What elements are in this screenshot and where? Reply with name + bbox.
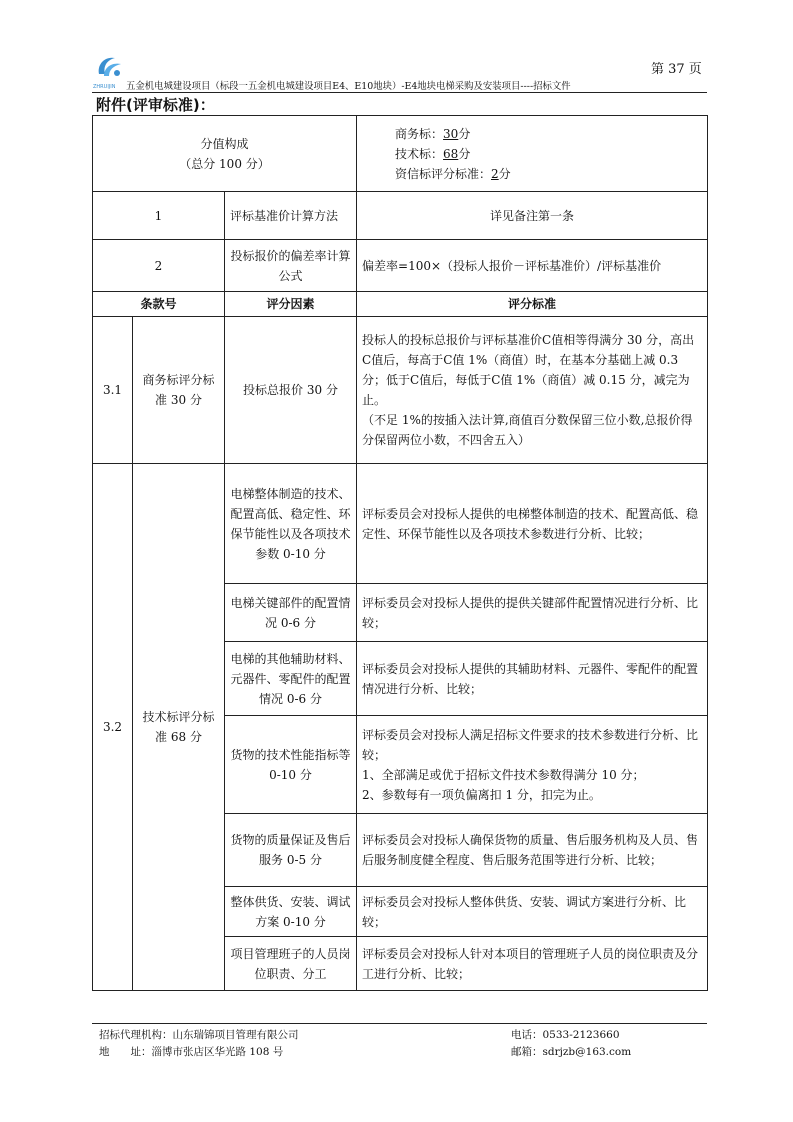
column-header-clause: 条款号 <box>93 292 225 317</box>
section-32-row <box>93 464 708 584</box>
evaluation-criteria-table <box>92 115 708 991</box>
preamble-content: 详见备注第一条 <box>357 192 708 240</box>
preamble-no: 2 <box>93 240 225 292</box>
score-factor: 货物的质量保证及售后服务 0-5 分 <box>225 814 357 887</box>
preamble-content: 偏差率=100×（投标人报价－评标基准价）/评标基准价 <box>357 240 708 292</box>
standard-main: 评标委员会对投标人满足招标文件要求的技术参数进行分析、比较； <box>362 727 699 762</box>
footer-address: 地 址：淄博市张店区华光路 108 号 <box>99 1046 284 1058</box>
score-standard: 评标委员会对投标人提供的提供关键部件配置情况进行分析、比较； <box>357 584 708 642</box>
standard-main: 投标人的投标总报价与评标基准价C值相等得满分 30 分，高出C值后，每高于C值 1%（商值）时，在基本分基础上减 0.3 分；低于C值后，每低于C值 1%（商值）减 0.15 分，减完为止。 <box>362 333 695 407</box>
score-composition-total: （总分 100 分） <box>179 156 270 171</box>
score-standard: 评标委员会对投标人针对本项目的管理班子人员的岗位职责及分工进行分析、比较； <box>357 937 708 991</box>
preamble-no: 1 <box>93 192 225 240</box>
footer-agency: 招标代理机构：山东瑞锦项目管理有限公司 <box>99 1029 299 1041</box>
category-label: 技术标评分标准 68 分 <box>133 464 225 991</box>
business-score: 商务标：30分 <box>395 126 471 141</box>
score-standard: 评标委员会对投标人整体供货、安装、调试方案进行分析、比较； <box>357 887 708 937</box>
standard-item: 1、全部满足或优于招标文件技术参数得满分 10 分； <box>362 767 645 782</box>
score-factor: 项目管理班子的人员岗位职责、分工 <box>225 937 357 991</box>
footer-email: 邮箱：sdrjzb@163.com <box>511 1046 632 1058</box>
column-header-row <box>93 292 708 317</box>
attachment-title: 附件(评审标准)： <box>96 96 215 114</box>
page-number: 第 37 页 <box>651 62 702 77</box>
score-composition-label-cell <box>93 116 357 192</box>
credit-score: 资信标评分标准：2分 <box>395 166 511 181</box>
score-standard <box>357 317 708 464</box>
section-31-row <box>93 317 708 464</box>
footer-divider <box>92 1023 707 1024</box>
clause-number: 3.1 <box>93 317 133 464</box>
score-factor: 电梯关键部件的配置情况 0-6 分 <box>225 584 357 642</box>
preamble-item: 评标基准价计算方法 <box>225 192 357 240</box>
company-logo-icon <box>95 54 125 82</box>
technical-score: 技术标：68分 <box>395 146 471 161</box>
standard-item: 2、参数每有一项负偏离扣 1 分，扣完为止。 <box>362 787 601 802</box>
preamble-row <box>93 192 708 240</box>
score-factor: 电梯整体制造的技术、配置高低、稳定性、环保节能性以及各项技术参数 0-10 分 <box>225 464 357 584</box>
score-factor: 货物的技术性能指标等 0-10 分 <box>225 716 357 814</box>
header-divider <box>92 92 707 93</box>
standard-note: （不足 1%的按插入法计算,商值百分数保留三位小数,总报价得分保留两位小数，不四舍五入） <box>362 413 693 447</box>
score-composition-label: 分值构成 <box>200 136 249 151</box>
project-title-line: 五金机电城建设项目（标段一五金机电城建设项目E4、E10地块）-E4地块电梯采购及安装项目----招标文件 <box>126 81 571 92</box>
logo-label: ZHRUIJIN <box>93 84 116 90</box>
score-factor: 投标总报价 30 分 <box>225 317 357 464</box>
preamble-row <box>93 240 708 292</box>
score-standard: 评标委员会对投标人提供的其辅助材料、元器件、零配件的配置情况进行分析、比较； <box>357 642 708 716</box>
column-header-standard: 评分标准 <box>357 292 708 317</box>
score-standard: 评标委员会对投标人提供的电梯整体制造的技术、配置高低、稳定性、环保节能性以及各项技术参数进行分析、比较； <box>357 464 708 584</box>
preamble-item: 投标报价的偏差率计算公式 <box>225 240 357 292</box>
category-label: 商务标评分标准 30 分 <box>133 317 225 464</box>
clause-number: 3.2 <box>93 464 133 991</box>
score-standard <box>357 716 708 814</box>
footer-phone: 电话：0533-2123660 <box>511 1029 620 1041</box>
score-factor: 电梯的其他辅助材料、元器件、零配件的配置情况 0-6 分 <box>225 642 357 716</box>
score-standard: 评标委员会对投标人确保货物的质量、售后服务机构及人员、售后服务制度健全程度、售后服务范围等进行分析、比较； <box>357 814 708 887</box>
score-composition-row <box>93 116 708 192</box>
score-factor: 整体供货、安装、调试方案 0-10 分 <box>225 887 357 937</box>
score-composition-values <box>357 116 708 192</box>
column-header-factor: 评分因素 <box>225 292 357 317</box>
